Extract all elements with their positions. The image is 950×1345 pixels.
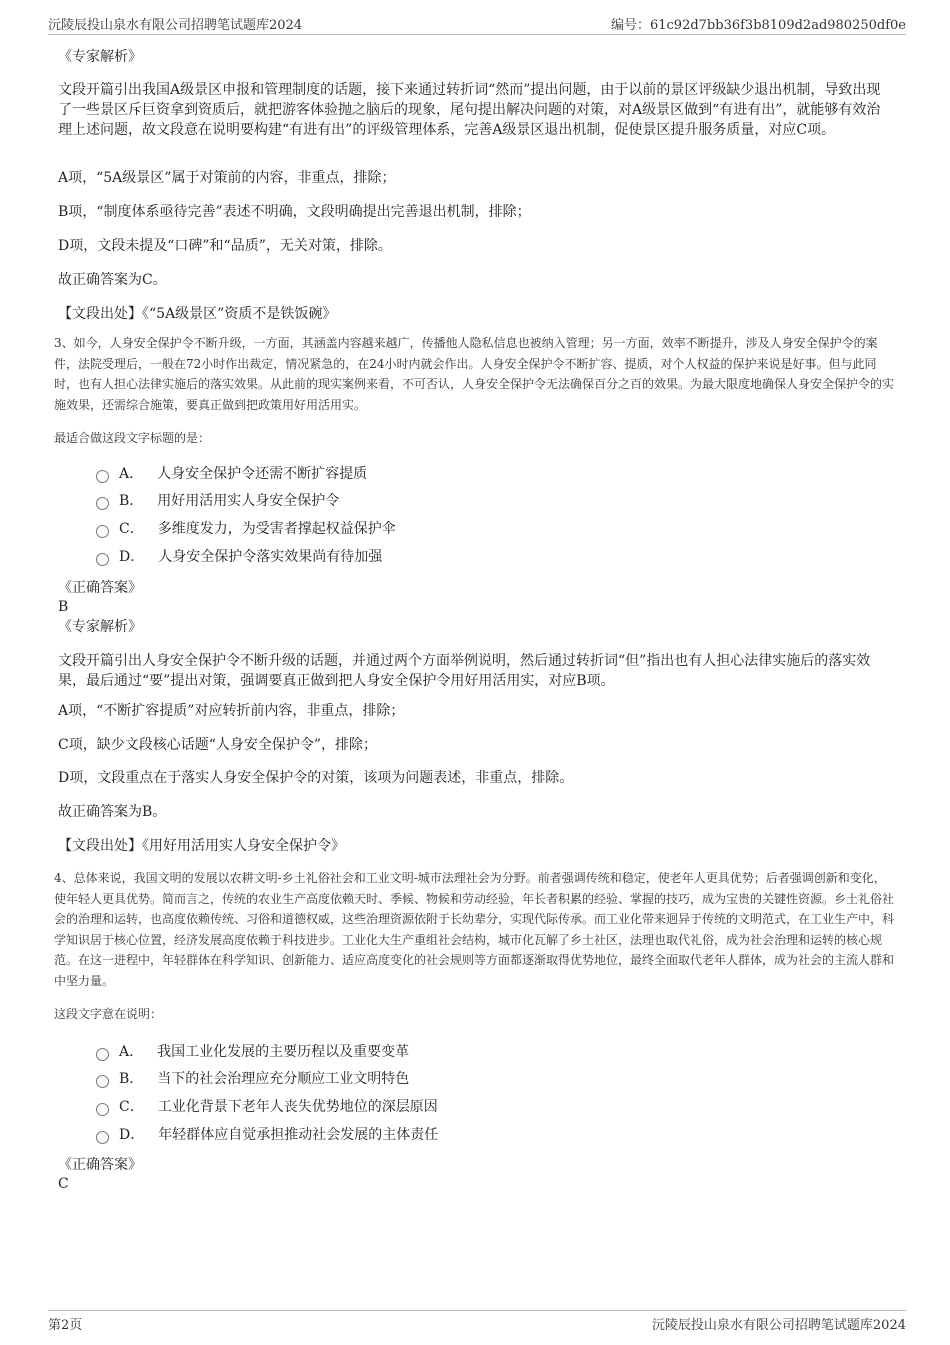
q2-final-answer: 故正确答案为C。 [58,272,167,288]
q3-option-c[interactable]: C． 多维度发力，为受害者撑起权益保护伞 [96,519,396,539]
q4-option-b[interactable]: B． 当下的社会治理应充分顺应工业文明特色 [96,1069,409,1089]
q3-option-c-analysis: C项，缺少文段核心话题“人身安全保护令”，排除； [58,737,378,753]
q3-analysis-paragraph: 文段开篇引出人身安全保护令不断升级的话题，并通过两个方面举例说明，然后通过转折词“但”指出也有人担心法律实施后的落实效果，最后通过“要”提出对策，强调要真正做到把人身安全保护令用好用活用实，对应B项。 [58,653,871,689]
page-header [48,14,906,35]
q4-option-c[interactable]: C． 工业化背景下老年人丧失优势地位的深层原因 [96,1097,438,1117]
q3-option-a[interactable]: A． 人身安全保护令还需不断扩容提质 [96,464,367,484]
q2-option-b-analysis: B项，“制度体系亟待完善”表述不明确，文段明确提出完善退出机制，排除； [58,204,531,220]
q3-stem: 3、如今，人身安全保护令不断升级，一方面，其涵盖内容越来越广，传播他人隐私信息也被纳入管理；另一方面，效率不断提升，涉及人身安全保护令的案件，法院受理后，一般在72小时作出裁定，情况紧急的，在24小时内就会作出。人身安全保护令不断扩容、提质，对个人权益的保护来说是好事。但与此同时，也有人担心法律实施后的落实效果。从此前的现实案例来看，不可否认，人身安全保护令无法确保百分之百的效果。为最大限度地确保人身安全保护令的实施效果，还需综合施策，要真正做到把政策用好用活用实。 [54,336,895,412]
radio-icon[interactable] [96,497,109,510]
q4-answer-label: 《正确答案》 [58,1157,142,1173]
q3-source: 【文段出处】《用好用活用实人身安全保护令》 [58,838,345,854]
q2-source: 【文段出处】《“5A级景区”资质不是铁饭碗》 [58,306,337,322]
q4-prompt: 这段文字意在说明： [54,1007,163,1021]
radio-icon[interactable] [96,470,109,483]
header-serial: 编号：61c92d7bb36f3b8109d2ad980250df0e [610,18,906,33]
q4-option-d[interactable]: D． 年轻群体应自觉承担推动社会发展的主体责任 [96,1125,438,1145]
q4-option-a[interactable]: A． 我国工业化发展的主要历程以及重要变革 [96,1042,409,1062]
q3-option-d-analysis: D项，文段重点在于落实人身安全保护令的对策，该项为问题表述，非重点，排除。 [58,770,574,786]
q4-answer: C [58,1176,69,1192]
q3-final-answer: 故正确答案为B。 [58,804,167,820]
radio-icon[interactable] [96,1103,109,1116]
q3-option-a-analysis: A项，“不断扩容提质”对应转折前内容，非重点，排除； [58,703,405,719]
q3-answer-label: 《正确答案》 [58,580,142,596]
q3-answer: B [58,599,69,615]
q4-stem: 4、总体来说，我国文明的发展以农耕文明-乡土礼俗社会和工业文明-城市法理社会为分野。前者强调传统和稳定，使老年人更具优势；后者强调创新和变化，使年轻人更具优势。简而言之，传统的农业生产高度依赖天时、季候、物候和劳动经验，年长者积累的经验、掌握的技巧，成为宝贵的关键性资源。乡土礼俗社会的治理和运转，也高度依赖传统、习俗和道德权威，这些治理资源依附于长幼辈分，实现代际传承。而工业化带来迥异于传统的文明范式，在工业生产中，科学知识居于核心位置，经济发展高度依赖于科技进步。工业化大生产重组社会结构，城市化瓦解了乡土社区，法理也取代礼俗，成为社会治理和运转的核心规范。在这一进程中，年轻群体在科学知识、创新能力、适应高度变化的社会规则等方面都逐渐取得优势地位，最终全面取代老年人群体，成为社会的主流人群和中坚力量。 [54,871,895,988]
radio-icon[interactable] [96,1075,109,1088]
q3-option-d[interactable]: D． 人身安全保护令落实效果尚有待加强 [96,547,382,567]
header-title: 沅陵辰投山泉水有限公司招聘笔试题库2024 [48,18,303,33]
q3-option-b[interactable]: B． 用好用活用实人身安全保护令 [96,491,339,511]
q2-analysis-label: 《专家解析》 [58,49,142,65]
q2-option-d-analysis: D项，文段未提及“口碑”和“品质”，无关对策，排除。 [58,238,392,254]
q2-option-a-analysis: A项，“5A级景区”属于对策前的内容，非重点，排除； [58,170,396,186]
radio-icon[interactable] [96,1048,109,1061]
footer-title: 沅陵辰投山泉水有限公司招聘笔试题库2024 [651,1318,906,1333]
radio-icon[interactable] [96,1131,109,1144]
q3-analysis-label: 《专家解析》 [58,619,142,635]
radio-icon[interactable] [96,525,109,538]
radio-icon[interactable] [96,553,109,566]
q3-prompt: 最适合做这段文字标题的是： [54,431,211,445]
page-footer [48,1310,906,1334]
page-number: 第2页 [48,1318,83,1333]
q2-analysis-paragraph: 文段开篇引出我国A级景区申报和管理制度的话题，接下来通过转折词“然而”提出问题，由于以前的景区评级缺少退出机制，导致出现了一些景区斥巨资拿到资质后，就把游客体验抛之脑后的现象，尾句提出解决问题的对策，对A级景区做到“有进有出”，就能够有效治理上述问题，故文段意在说明要构建“有进有出”的评级管理体系，完善A级景区退出机制，促使景区提升服务质量，对应C项。 [58,82,881,138]
